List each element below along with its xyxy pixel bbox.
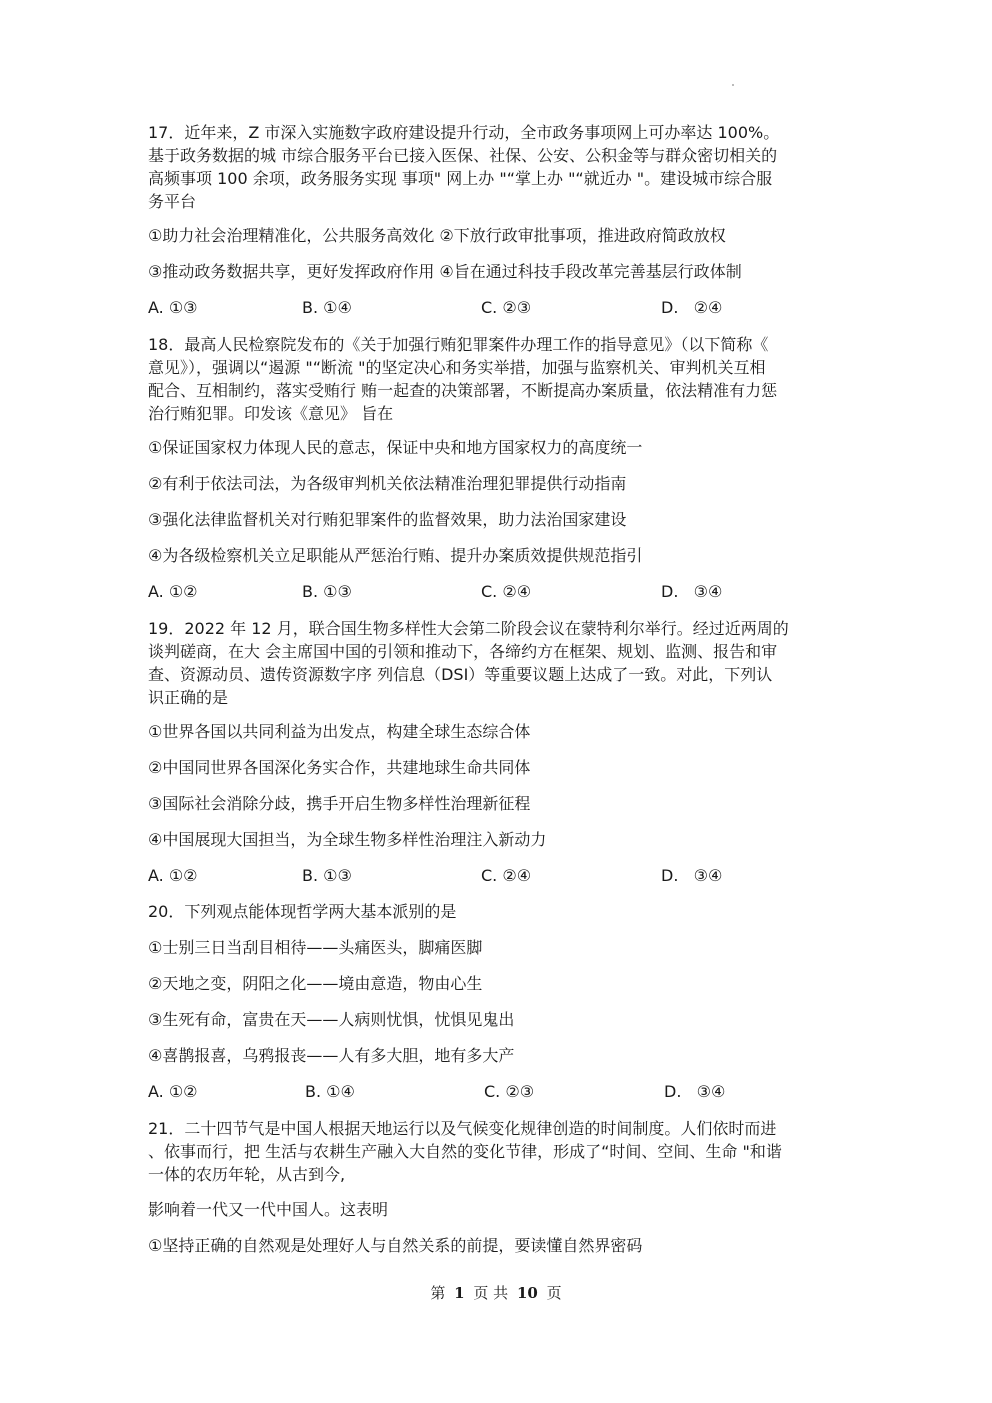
option-b: B. ①④ xyxy=(305,1082,355,1101)
footer-total-pages: 10 xyxy=(516,1284,538,1302)
question-20-item: ②天地之变，阴阳之化——境由意造，物由心生 xyxy=(148,974,483,993)
question-18-item: ③强化法律监督机关对行贿犯罪案件的监督效果，助力法治国家建设 xyxy=(148,510,627,529)
stem-line: 高频事项 100 余项，政务服务实现 事项" 网上办 "“掌上办 "“就近办 "。建设城市综合服 xyxy=(148,169,773,188)
question-17-item: ①助力社会治理精准化，公共服务高效化 ②下放行政审批事项，推进政府简政放权 xyxy=(148,226,726,245)
option-d: D. ③④ xyxy=(661,582,723,601)
footer-ye-gong: 页 共 xyxy=(473,1284,509,1302)
option-b: B. ①③ xyxy=(302,866,352,885)
stem-line: 配合、互相制约，落实受贿行 贿一起查的决策部署，不断提高办案质量，依法精准有力惩 xyxy=(148,381,778,400)
option-c: C. ②③ xyxy=(481,298,532,317)
question-20-item: ①士别三日当刮目相待——头痛医头，脚痛医脚 xyxy=(148,938,483,957)
question-20-item: ③生死有命，富贵在天——人病则忧惧，忧惧见鬼出 xyxy=(148,1010,515,1029)
option-d: D. ②④ xyxy=(661,298,723,317)
option-c: C. ②④ xyxy=(481,866,532,885)
stem-line: 识正确的是 xyxy=(148,688,229,707)
stem-line: 18．最高人民检察院发布的《关于加强行贿犯罪案件办理工作的指导意见》（以下简称《 xyxy=(148,335,769,354)
option-c: C. ②③ xyxy=(484,1082,535,1101)
option-a: A. ①② xyxy=(148,866,198,885)
stem-line: 治行贿犯罪。印发该《意见》 旨在 xyxy=(148,404,394,423)
question-19-item: ②中国同世界各国深化务实合作，共建地球生命共同体 xyxy=(148,758,531,777)
footer-di: 第 xyxy=(430,1284,446,1302)
footer-ye: 页 xyxy=(546,1284,562,1302)
option-b: B. ①④ xyxy=(302,298,352,317)
option-a: A. ①③ xyxy=(148,298,198,317)
stem-line: 查、资源动员、遗传资源数字序 列信息（DSI）等重要议题上达成了一致。对此，下列认 xyxy=(148,665,773,684)
option-c: C. ②④ xyxy=(481,582,532,601)
option-a: A. ①② xyxy=(148,1082,198,1101)
stem-line: 一体的农历年轮，从古到今, xyxy=(148,1165,346,1184)
question-19-item: ①世界各国以共同利益为出发点，构建全球生态综合体 xyxy=(148,722,531,741)
question-17-stem xyxy=(148,121,848,213)
question-18-item: ②有利于依法司法，为各级审判机关依法精准治理犯罪提供行动指南 xyxy=(148,474,627,493)
question-18-item: ①保证国家权力体现人民的意志，保证中央和地方国家权力的高度统一 xyxy=(148,438,643,457)
question-20-stem: 20．下列观点能体现哲学两大基本派别的是 xyxy=(148,902,457,921)
option-b: B. ①③ xyxy=(302,582,352,601)
stem-line: 19．2022 年 12 月，联合国生物多样性大会第二阶段会议在蒙特利尔举行。经过近两周的 xyxy=(148,619,789,638)
stem-line: 基于政务数据的城 市综合服务平台已接入医保、社保、公安、公积金等与群众密切相关的 xyxy=(148,146,778,165)
question-18-item: ④为各级检察机关立足职能从严惩治行贿、提升办案质效提供规范指引 xyxy=(148,546,643,565)
stem-line: 17．近年来，Z 市深入实施数字政府建设提升行动，全市政务事项网上可办率达 100%。 xyxy=(148,123,780,142)
question-19-stem xyxy=(148,617,848,709)
question-17-item: ③推动政务数据共享，更好发挥政府作用 ④旨在通过科技手段改革完善基层行政体制 xyxy=(148,262,742,281)
question-21-item: ①坚持正确的自然观是处理好人与自然关系的前提，要读懂自然界密码 xyxy=(148,1236,643,1255)
stem-line: 、依事而行，把 生活与农耕生产融入大自然的变化节律，形成了“时间、空间、生命 "和谐 xyxy=(148,1142,782,1161)
footer-page-number: 1 xyxy=(454,1284,465,1302)
stem-line: 谈判磋商，在大 会主席国中国的引领和推动下，各缔约方在框架、规划、监测、报告和审 xyxy=(148,642,778,661)
scan-dot xyxy=(732,84,734,86)
question-21-continuation: 影响着一代又一代中国人。这表明 xyxy=(148,1200,389,1219)
question-19-item: ④中国展现大国担当，为全球生物多样性治理注入新动力 xyxy=(148,830,547,849)
question-18-stem xyxy=(148,333,848,425)
stem-line: 务平台 xyxy=(148,192,197,211)
question-19-item: ③国际社会消除分歧，携手开启生物多样性治理新征程 xyxy=(148,794,531,813)
question-21-stem xyxy=(148,1117,848,1186)
page-footer xyxy=(0,1282,992,1303)
option-a: A. ①② xyxy=(148,582,198,601)
stem-line: 意见》），强调以“遏源 "“断流 "的坚定决心和务实举措，加强与监察机关、审判机关互相 xyxy=(148,358,766,377)
stem-line: 21．二十四节气是中国人根据天地运行以及气候变化规律创造的时间制度。人们依时而进 xyxy=(148,1119,777,1138)
option-d: D. ③④ xyxy=(664,1082,726,1101)
question-20-item: ④喜鹊报喜，乌鸦报丧——人有多大胆，地有多大产 xyxy=(148,1046,515,1065)
option-d: D. ③④ xyxy=(661,866,723,885)
